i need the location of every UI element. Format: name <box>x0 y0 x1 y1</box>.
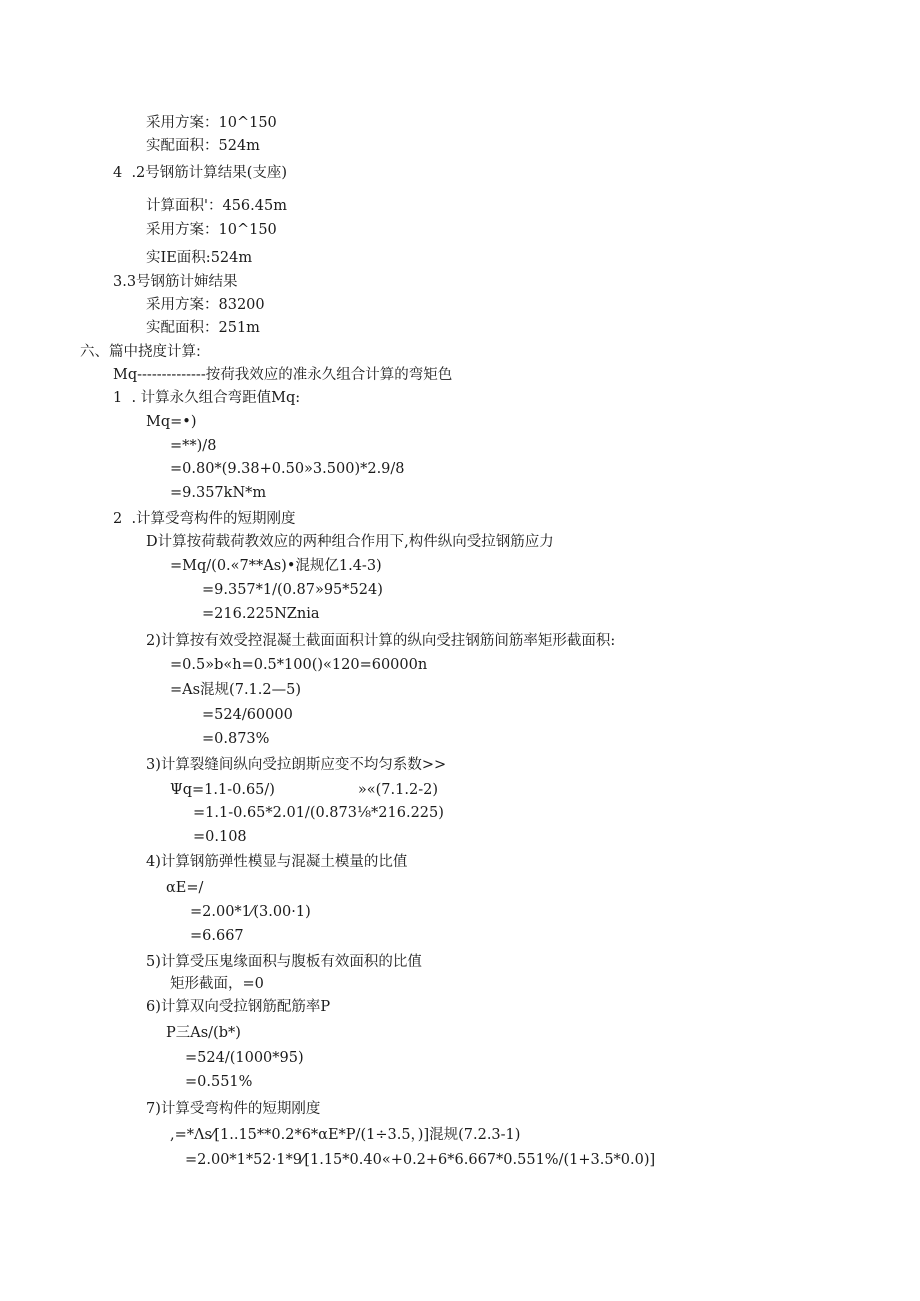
formula-line: Mq=•) <box>146 414 197 430</box>
formula-line: =9.357*1/(0.87»95*524) <box>202 582 383 598</box>
text-line: 实配面积：524m <box>146 138 260 154</box>
formula-line: =2.00*1*52·1*9⁄[1.15*0.40«+0.2+6*6.667*0.551%/(1+3.5*0.0)] <box>185 1152 656 1168</box>
section-heading: 2 .计算受弯构件的短期刚度 <box>113 511 296 527</box>
text-line: 采用方案：83200 <box>146 297 265 313</box>
formula-line: P三As/(b*) <box>166 1025 241 1041</box>
text-line: 矩形截面，=0 <box>170 976 264 992</box>
formula-line: ,=*Λs⁄[1..15**0.2*6*αE*P/(1÷3.5，)]混规(7.2.3-1) <box>170 1127 521 1143</box>
section-heading: 4 .2号钢筋计算结果(支座) <box>113 165 288 181</box>
text-line: 计算面积'：456.45m <box>146 198 287 214</box>
formula-line: =0.80*(9.38+0.50»3.500)*2.9/8 <box>170 461 405 477</box>
text-line: 实配面积：251m <box>146 320 260 336</box>
formula-line: =0.108 <box>193 829 247 845</box>
formula-line: =524/(1000*95) <box>185 1050 304 1066</box>
text-line: 6)计算双向受拉钢筋配筋率P <box>146 999 331 1015</box>
formula-line: Ψq=1.1-0.65/) »«(7.1.2-2) <box>170 782 438 798</box>
formula-line: αE=/ <box>166 880 204 896</box>
formula-line: =9.357kN*m <box>170 485 267 501</box>
text-line: 2)计算按有效受控混凝土截面面积计算的纵向受拄钢筋间筋率矩形截面积: <box>146 633 616 649</box>
text-line: 采用方案：10^150 <box>146 115 277 131</box>
formula-line: =0.873% <box>202 731 270 747</box>
text-line: 5)计算受压鬼缘面积与腹板有效面积的比值 <box>146 954 422 970</box>
formula-line: =1.1-0.65*2.01/(0.873⅛*216.225) <box>193 805 444 821</box>
formula-line: =Mq/(0.«7**As)•混规亿1.4-3) <box>170 558 382 574</box>
formula-line: =524/60000 <box>202 707 293 723</box>
text-line: Mq--------------按荷我效应的准永久组合计算的弯矩色 <box>113 367 453 383</box>
formula-line: =2.00*1⁄(3.00·1) <box>190 904 311 920</box>
section-heading: 3.3号钢筋计婶结果 <box>113 274 238 290</box>
formula-line: =**)/8 <box>170 438 217 454</box>
text-line: 采用方案：10^150 <box>146 222 277 238</box>
chapter-heading: 六、篇中挠度计算: <box>80 344 201 360</box>
formula-line: =6.667 <box>190 928 244 944</box>
section-heading: 1 . 计算永久组合弯距值Mq: <box>113 390 301 406</box>
text-line: 4)计算钢筋弹性模显与混凝土模量的比值 <box>146 854 408 870</box>
formula-line: =0.551% <box>185 1074 253 1090</box>
formula-line: =0.5»b«h=0.5*100()«120=60000n <box>170 657 428 673</box>
text-line: 7)计算受弯构件的短期刚度 <box>146 1101 321 1117</box>
text-line: 3)计算裂缝间纵向受拉朗斯应变不均匀系数>> <box>146 757 447 773</box>
text-line: 实IE面积:524m <box>146 250 253 266</box>
text-line: D计算按荷载荷教效应的两种组合作用下,构件纵向受拉钢筋应力 <box>146 534 554 550</box>
formula-line: =216.225NZnia <box>202 606 320 622</box>
formula-line: =As混规(7.1.2—5) <box>170 682 301 698</box>
